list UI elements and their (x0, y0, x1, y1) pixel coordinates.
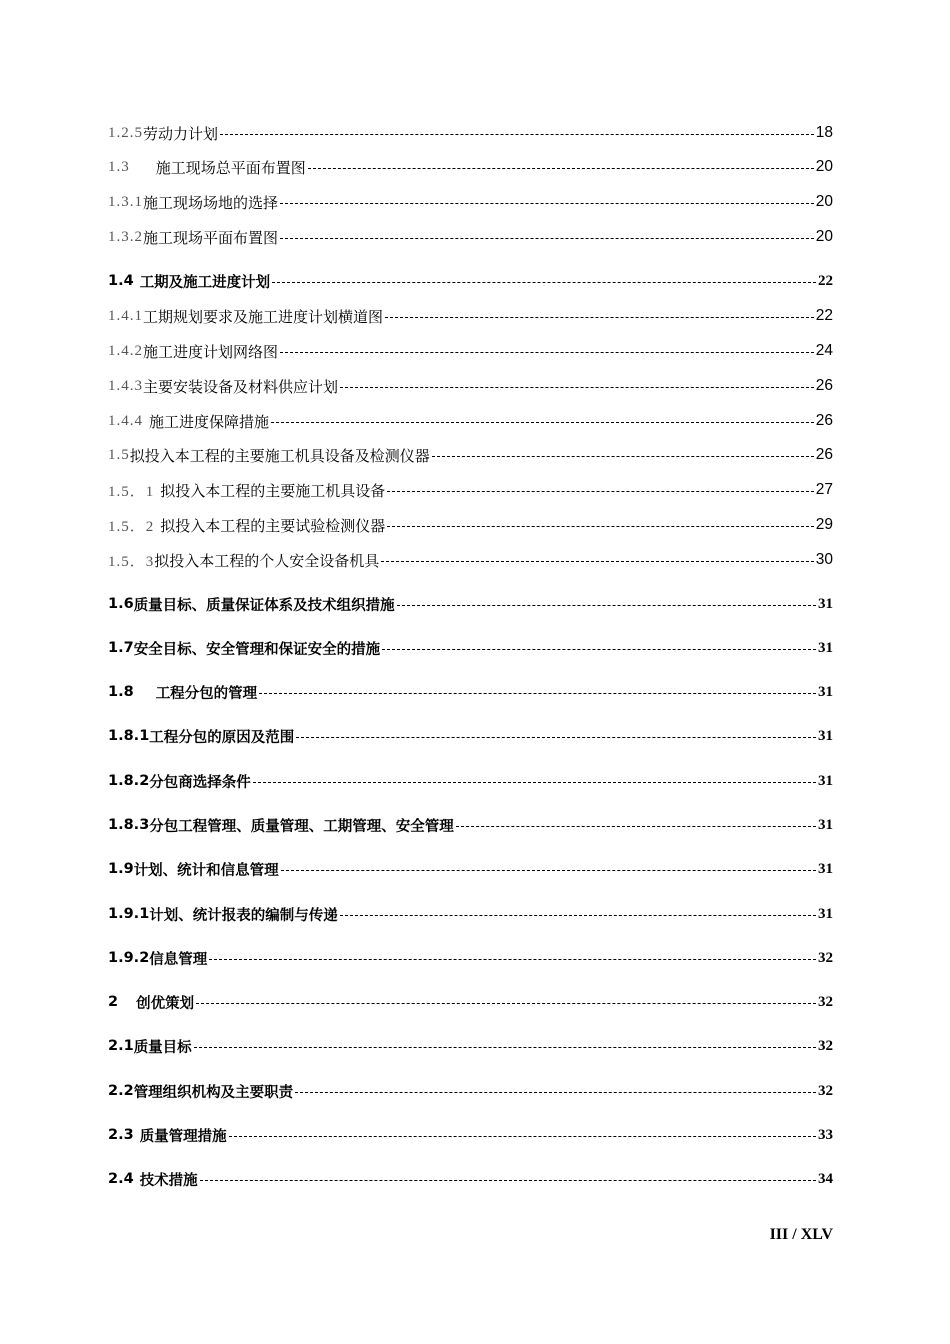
toc-entry[interactable] (108, 409, 833, 433)
toc-entry-page-number: 32 (818, 949, 833, 966)
toc-entry-number: 2.2 (108, 1083, 134, 1099)
toc-entry-number: 1.9.1 (108, 906, 150, 922)
toc-entry-title: 施工现场场地的选择 (143, 194, 279, 212)
toc-entry[interactable] (108, 1034, 833, 1058)
toc-entry-title: 创优策划 (136, 995, 195, 1012)
toc-entry-number: 1.3.2 (108, 228, 143, 245)
toc-entry-number: 2.1 (108, 1038, 134, 1054)
toc-entry-title: 分包商选择条件 (149, 774, 251, 791)
toc-entry[interactable] (108, 636, 833, 660)
toc-entry-title: 劳动力计划 (143, 125, 219, 143)
toc-leader-dashes (381, 560, 813, 562)
toc-entry-number: 2.4 (108, 1171, 134, 1187)
toc-leader-dashes (385, 316, 814, 318)
toc-entry[interactable] (108, 121, 833, 145)
toc-leader-dashes (200, 1179, 816, 1181)
toc-leader-dashes (209, 958, 816, 960)
toc-entry[interactable] (108, 813, 833, 837)
toc-entry-title: 管理组织机构及主要职责 (133, 1084, 294, 1101)
toc-entry-title: 工程分包的原因及范围 (149, 729, 295, 746)
toc-entry-number: 1.4.1 (108, 307, 143, 324)
toc-entry[interactable] (108, 592, 833, 616)
toc-entry[interactable] (108, 339, 833, 363)
toc-leader-dashes (340, 386, 814, 388)
toc-entry[interactable] (108, 443, 833, 467)
toc-entry-page-number: 26 (815, 377, 833, 394)
toc-entry-number: 1.8.1 (108, 728, 150, 744)
toc-entry[interactable] (108, 190, 833, 214)
page-number-footer: III / XLV (769, 1226, 833, 1243)
toc-entry-title: 质量管理措施 (139, 1128, 227, 1145)
toc-leader-dashes (253, 781, 816, 783)
toc-entry[interactable] (108, 304, 833, 328)
toc-entry[interactable] (108, 857, 833, 881)
toc-leader-dashes (272, 281, 816, 283)
toc-entry[interactable] (108, 724, 833, 748)
toc-leader-dashes (280, 202, 814, 204)
toc-entry-title: 工程分包的管理 (155, 685, 258, 702)
toc-entry-number: 1.3.1 (108, 193, 143, 210)
toc-leader-dashes (340, 914, 816, 916)
toc-leader-dashes (220, 133, 814, 135)
toc-entry-page-number: 29 (815, 516, 833, 533)
toc-entry-page-number: 31 (818, 727, 833, 744)
toc-entry-title: 主要安装设备及材料供应计划 (143, 378, 339, 396)
toc-entry[interactable] (108, 374, 833, 398)
toc-entry-number: 1.5．2 (108, 518, 155, 535)
toc-leader-dashes (229, 1135, 816, 1137)
toc-leader-dashes (387, 525, 813, 527)
toc-entry-page-number: 31 (818, 772, 833, 789)
toc-entry-number: 1.5．3 (108, 553, 155, 570)
toc-entry-page-number: 18 (815, 124, 833, 141)
toc-leader-dashes (271, 421, 814, 423)
toc-entry[interactable] (108, 680, 833, 704)
toc-entry-title: 拟投入本工程的主要施工机具设备及检测仪器 (129, 447, 430, 465)
toc-entry-title: 施工进度保障措施 (149, 413, 270, 431)
toc-entry-number: 1.4.3 (108, 377, 143, 394)
toc-entry-title: 施工现场总平面布置图 (155, 159, 306, 177)
toc-leader-dashes (382, 648, 816, 650)
toc-entry[interactable] (108, 1123, 833, 1147)
toc-entry-page-number: 31 (818, 816, 833, 833)
toc-entry-number: 1.3 (108, 158, 130, 175)
toc-entry[interactable] (108, 1079, 833, 1103)
toc-entry-title: 信息管理 (149, 951, 208, 968)
toc-entry-title: 计划、统计和信息管理 (133, 862, 279, 879)
toc-entry-title: 拟投入本工程的个人安全设备机具 (154, 552, 380, 570)
toc-entry-number: 1.4.2 (108, 342, 143, 359)
toc-entry[interactable] (108, 225, 833, 249)
toc-entry-page-number: 31 (818, 905, 833, 922)
toc-entry[interactable] (108, 769, 833, 793)
toc-entry-title: 施工进度计划网络图 (143, 343, 279, 361)
toc-leader-dashes (194, 1046, 816, 1048)
toc-entry-page-number: 31 (818, 683, 833, 700)
toc-entry-number: 1.9.2 (108, 950, 150, 966)
toc-entry-title: 质量目标、质量保证体系及技术组织措施 (133, 597, 395, 614)
toc-entry-number: 1.7 (108, 640, 134, 656)
toc-entry-page-number: 27 (815, 481, 833, 498)
toc-entry-page-number: 33 (818, 1126, 833, 1143)
toc-leader-dashes (432, 455, 814, 457)
toc-entry-page-number: 22 (818, 272, 833, 289)
toc-leader-dashes (295, 1091, 816, 1093)
toc-entry-page-number: 20 (815, 158, 833, 175)
toc-entry-page-number: 30 (815, 551, 833, 568)
toc-entry-title: 工期及施工进度计划 (139, 274, 271, 291)
toc-leader-dashes (397, 604, 816, 606)
toc-entry[interactable] (108, 902, 833, 926)
toc-entry-title: 拟投入本工程的主要试验检测仪器 (160, 517, 386, 535)
toc-entry-number: 1.5．1 (108, 483, 155, 500)
toc-entry-number: 1.9 (108, 861, 134, 877)
toc-entry-title: 技术措施 (139, 1172, 198, 1189)
toc-leader-dashes (259, 692, 816, 694)
toc-entry-number: 1.8 (108, 684, 134, 700)
toc-entry-title: 施工现场平面布置图 (143, 229, 279, 247)
toc-leader-dashes (456, 825, 816, 827)
toc-leader-dashes (280, 351, 814, 353)
toc-entry[interactable] (108, 513, 833, 537)
toc-leader-dashes (296, 736, 816, 738)
toc-entry-page-number: 32 (818, 993, 833, 1010)
toc-entry-page-number: 20 (815, 228, 833, 245)
toc-entry-title: 质量目标 (133, 1039, 192, 1056)
toc-entry-number: 1.8.2 (108, 773, 150, 789)
toc-entry-title: 安全目标、安全管理和保证安全的措施 (133, 641, 381, 658)
toc-entry-page-number: 31 (818, 595, 833, 612)
toc-entry[interactable] (108, 155, 833, 179)
toc-entry-page-number: 34 (818, 1170, 833, 1187)
toc-entry[interactable] (108, 548, 833, 572)
toc-leader-dashes (281, 869, 816, 871)
toc-entry-number: 2.3 (108, 1127, 134, 1143)
toc-entry-number: 1.8.3 (108, 817, 150, 833)
toc-entry[interactable] (108, 269, 833, 293)
toc-entry-page-number: 32 (818, 1082, 833, 1099)
toc-entry-title: 拟投入本工程的主要施工机具设备 (160, 482, 386, 500)
toc-entry-number: 1.5 (108, 446, 130, 463)
toc-leader-dashes (196, 1002, 816, 1004)
toc-entry-title: 工期规划要求及施工进度计划横道图 (143, 308, 384, 326)
toc-leader-dashes (280, 237, 814, 239)
toc-entry-page-number: 26 (815, 446, 833, 463)
toc-entry[interactable] (108, 1167, 833, 1191)
toc-entry-page-number: 26 (815, 412, 833, 429)
toc-entry[interactable] (108, 478, 833, 502)
toc-entry-number: 1.2.5 (108, 124, 143, 141)
toc-entry-title: 计划、统计报表的编制与传递 (149, 907, 338, 924)
toc-entry-number: 1.4 (108, 273, 134, 289)
toc-entry-page-number: 24 (815, 342, 833, 359)
toc-leader-dashes (308, 167, 814, 169)
toc-entry-title: 分包工程管理、质量管理、工期管理、安全管理 (149, 818, 454, 835)
toc-entry-page-number: 31 (818, 639, 833, 656)
toc-entry-number: 2 (108, 994, 119, 1010)
toc-entry-page-number: 22 (815, 307, 833, 324)
toc-entry[interactable] (108, 990, 833, 1014)
toc-entry[interactable] (108, 946, 833, 970)
toc-entry-page-number: 20 (815, 193, 833, 210)
toc-entry-number: 1.6 (108, 596, 134, 612)
toc-entry-page-number: 32 (818, 1037, 833, 1054)
toc-leader-dashes (387, 490, 813, 492)
toc-entry-page-number: 31 (818, 860, 833, 877)
toc-entry-number: 1.4.4 (108, 412, 143, 429)
